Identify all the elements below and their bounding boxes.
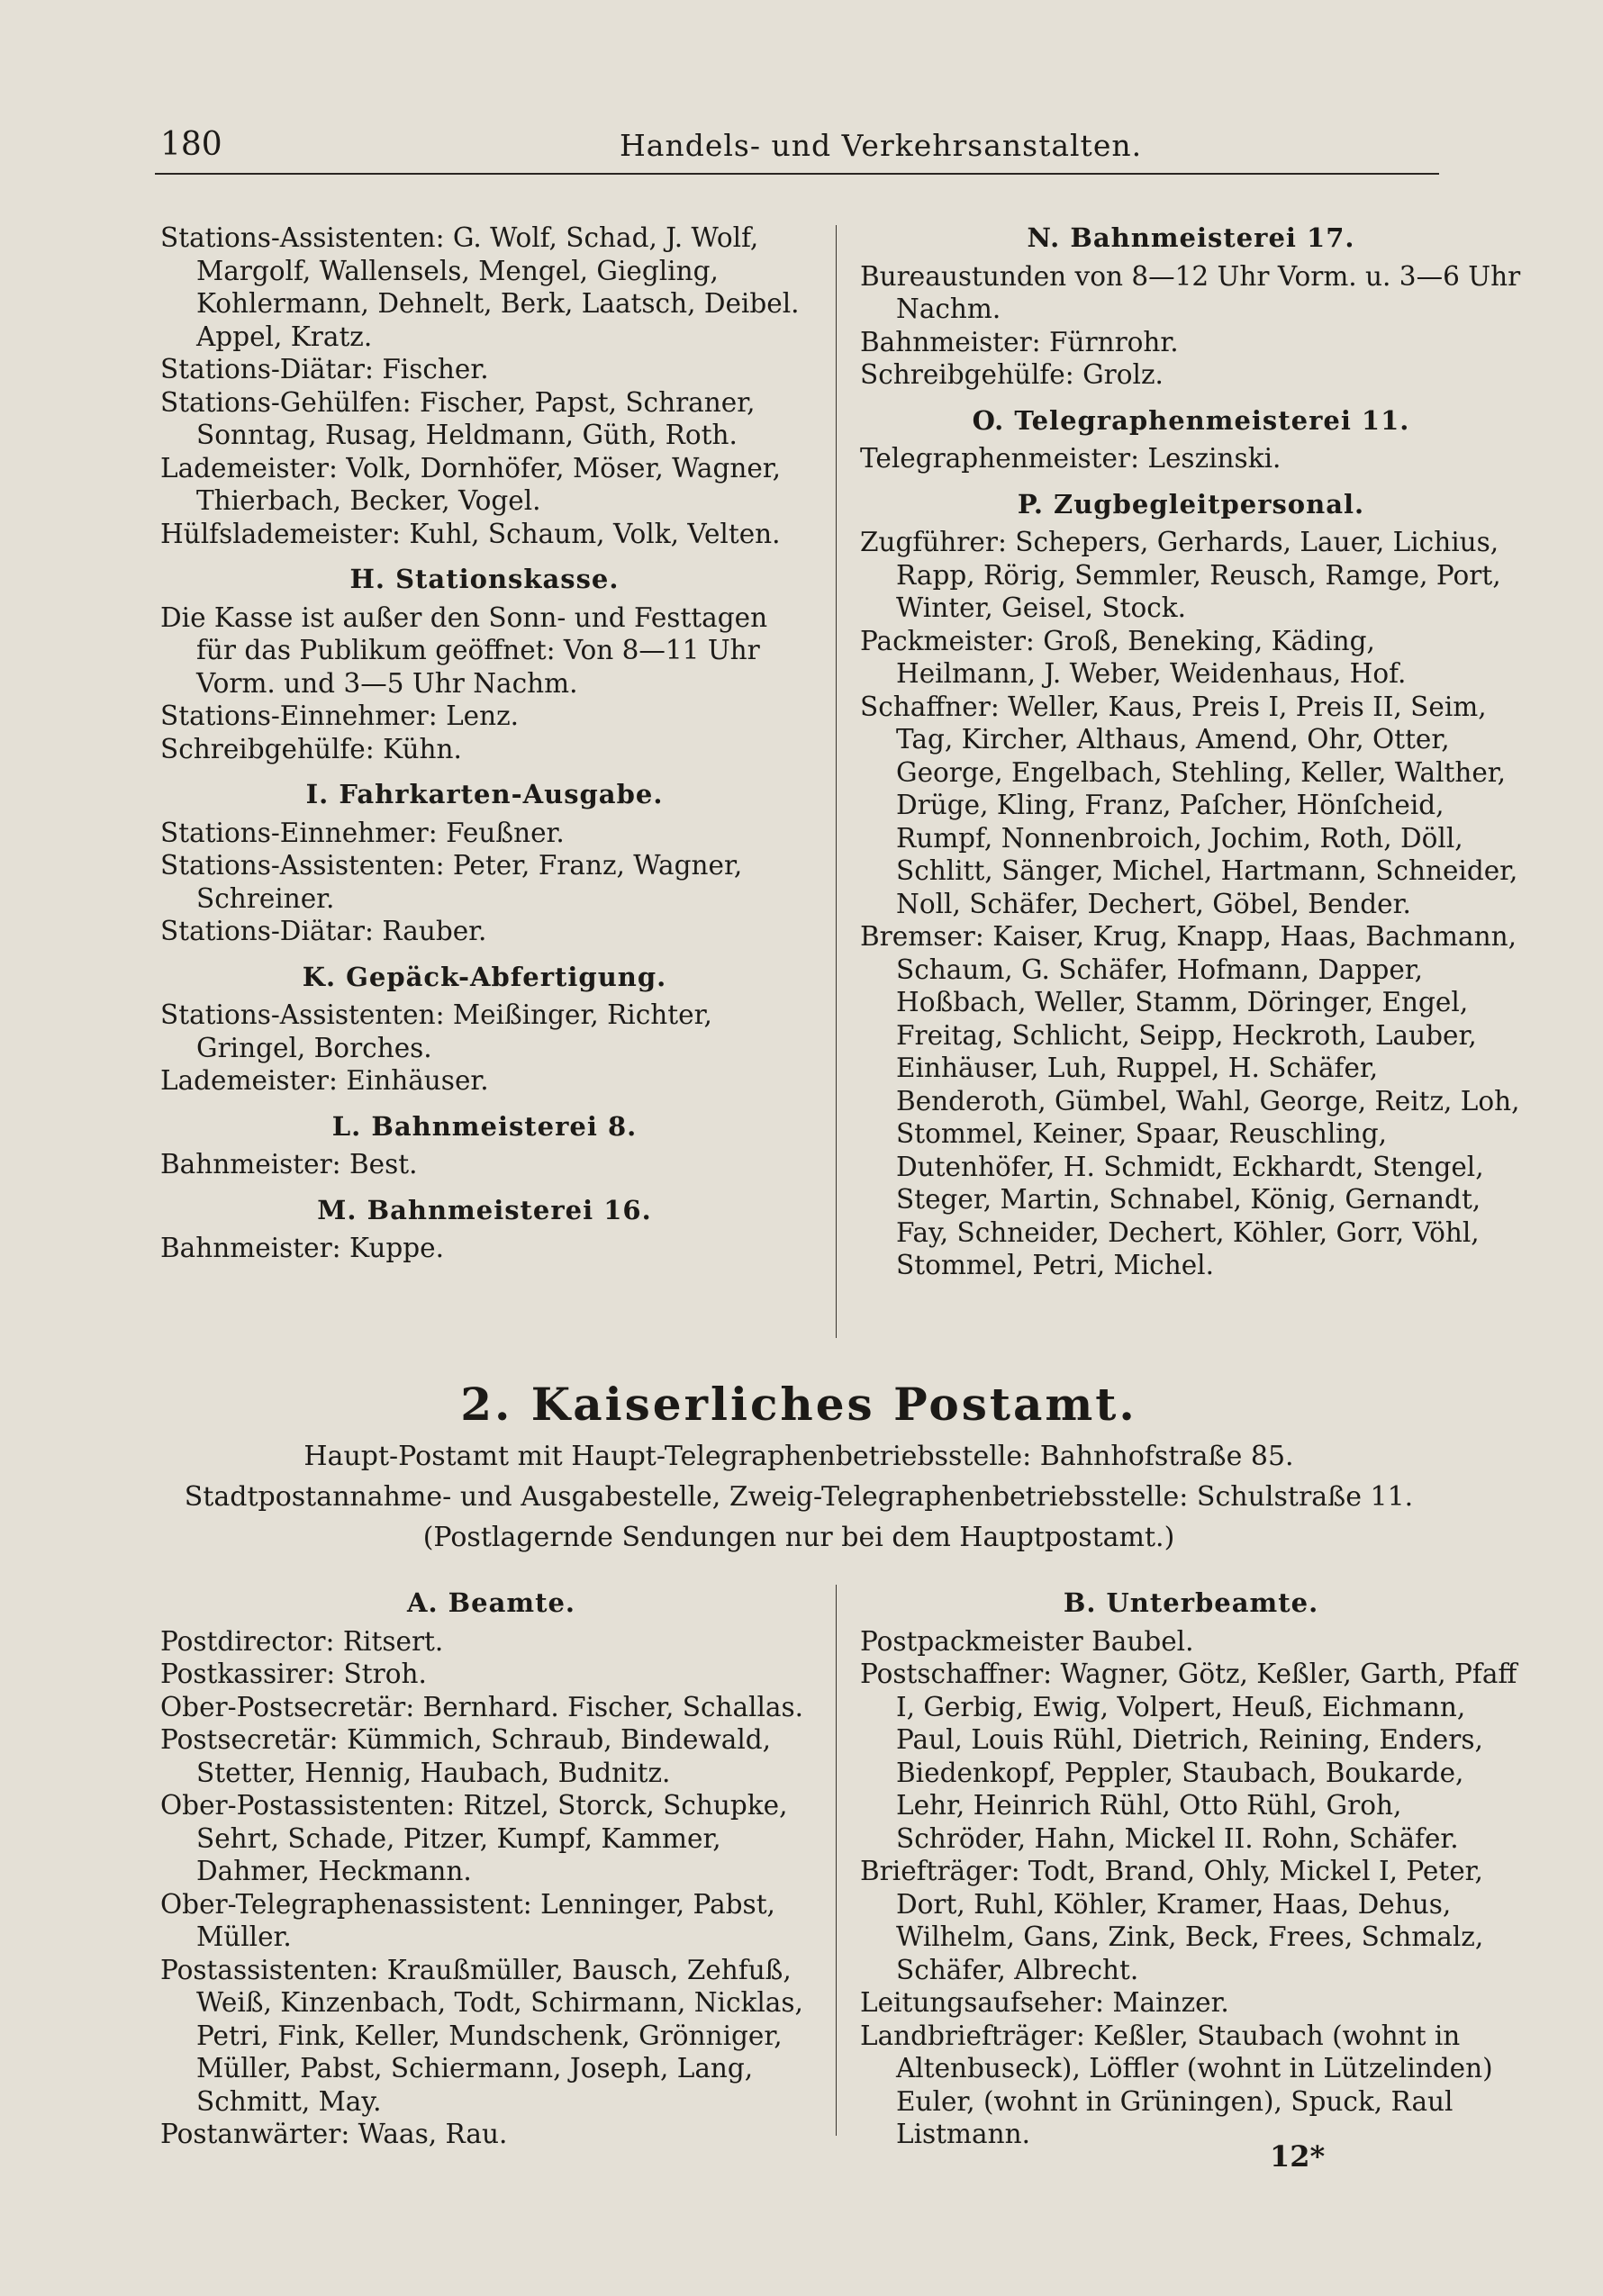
directory-entry: Schreibgehülfe: Grolz. <box>860 359 1164 390</box>
left-column-top <box>160 221 809 1265</box>
directory-entry: Bahnmeister: Kuppe. <box>160 1233 444 1263</box>
directory-entry: Bahnmeister: Best. <box>160 1149 418 1180</box>
column-divider-top <box>836 225 837 1338</box>
directory-entry: Lademeister: Volk, Dornhöfer, Möser, Wagner, Thierbach, Becker, Vogel. <box>160 452 782 516</box>
directory-entry: Zugführer: Schepers, Gerhards, Lauer, Lichius, Rapp, Rörig, Semmler, Reusch, Ramge, Port, Winter, Geisel, Stock. <box>860 527 1501 623</box>
section-heading: I. Fahrkarten-Ausgabe. <box>305 779 664 809</box>
directory-entry: Packmeister: Groß, Beneking, Käding, Heilmann, J. Weber, Weidenhaus, Hof. <box>860 625 1407 689</box>
running-head: Handels- und Verkehrsanstalten. <box>620 128 1143 163</box>
directory-entry: Postdirector: Ritsert. <box>160 1625 444 1657</box>
section-heading: N. Bahnmeisterei 17. <box>1027 222 1355 253</box>
directory-entry: Postassistenten: Kraußmüller, Bausch, Zehfuß, Weiß, Kinzenbach, Todt, Schirmann, Nicklas, Petri, Fink, Keller, Mundschenk, Grönniger, Müller, Pabst, Schiermann, Joseph, Lang, Schmitt, May. <box>160 1954 803 2117</box>
page-header <box>160 126 1437 166</box>
section-title: 2. Kaiserliches Postamt. <box>460 1378 1137 1431</box>
column-divider-bottom <box>836 1585 837 2136</box>
directory-entry: Stations-Einnehmer: Lenz. <box>160 701 520 731</box>
directory-entry: Die Kasse ist außer den Sonn- und Festtagen für das Publikum geöffnet: Von 8—11 Uhr Vorm. und 3—5 Uhr Nachm. <box>160 601 768 699</box>
left-column-bottom <box>160 1586 822 2151</box>
directory-entry: Schaffner: Weller, Kaus, Preis I, Preis II, Seim, Tag, Kircher, Althaus, Amend, Ohr, Otter, George, Engelbach, Stehling, Keller, Walther, Drüge, Kling, Franz, Paſcher, Hönſcheid, Rumpf, Nonnenbroich, Jochim, Roth, Döll, Schlitt, Sänger, Michel, Hartmann, Schneider, Noll, Schäfer, Dechert, Göbel, Bender. <box>860 691 1518 919</box>
directory-entry: Stations-Diätar: Fischer. <box>160 354 489 384</box>
directory-entry: Bureaustunden von 8—12 Uhr Vorm. u. 3—6 Uhr Nachm. <box>860 260 1521 324</box>
section-heading: A. Beamte. <box>406 1587 576 1618</box>
directory-entry: Postanwärter: Waas, Rau. <box>160 2119 508 2149</box>
page-number: 180 <box>160 126 222 163</box>
directory-entry: Stations-Einnehmer: Feußner. <box>160 817 565 848</box>
directory-entry: Briefträger: Todt, Brand, Ohly, Mickel I, Peter, Dort, Ruhl, Köhler, Kramer, Haas, Dehus, Wilhelm, Gans, Zink, Beck, Frees, Schmalz, Schäfer, Albrecht. <box>860 1856 1484 1985</box>
directory-entry: Stations-Assistenten: Meißinger, Richter, Gringel, Borches. <box>160 999 712 1063</box>
section-heading: H. Stationskasse. <box>349 564 620 594</box>
directory-entry: Postsecretär: Kümmich, Schraub, Bindewald, Stetter, Hennig, Haubach, Budnitz. <box>160 1724 772 1788</box>
directory-entry: Postpackmeister Baubel. <box>860 1625 1194 1657</box>
directory-entry: Leitungsaufseher: Mainzer. <box>860 1987 1229 2018</box>
right-column-bottom <box>860 1586 1522 2151</box>
address-line-2: Stadtpostannahme- und Ausgabestelle, Zweig-Telegraphenbetriebsstelle: Schulstraße 11. <box>184 1481 1414 1513</box>
section-heading: O. Telegraphenmeisterei 11. <box>972 404 1410 436</box>
section-heading: L. Bahnmeisterei 8. <box>331 1110 638 1142</box>
address-note: (Postlagernde Sendungen nur bei dem Hauptpostamt.) <box>422 1522 1175 1553</box>
directory-entry: Stations-Assistenten: G. Wolf, Schad, J. Wolf, Margolf, Wallensels, Mengel, Giegling, Kohlermann, Dehnelt, Berk, Laatsch, Deibel. Appel, Kratz. <box>160 222 800 352</box>
directory-entry: Hülfslademeister: Kuhl, Schaum, Volk, Velten. <box>160 518 781 549</box>
directory-entry: Bahnmeister: Fürnrohr. <box>860 326 1179 357</box>
signature-mark: 12* <box>1270 2139 1326 2174</box>
directory-entry: Lademeister: Einhäuser. <box>160 1065 489 1096</box>
section-heading: P. Zugbegleitpersonal. <box>1017 488 1365 520</box>
section-heading: B. Unterbeamte. <box>1063 1587 1319 1618</box>
directory-entry: Postschaffner: Wagner, Götz, Keßler, Garth, Pfaff I, Gerbig, Ewig, Volpert, Heuß, Eichmann, Paul, Louis Rühl, Dietrich, Reining, Enders, Biedenkopf, Peppler, Staubach, Boukarde, Lehr, Heinrich Rühl, Otto Rühl, Groh, Schröder, Hahn, Mickel II. Rohn, Schäfer. <box>860 1659 1517 1854</box>
directory-entry: Bremser: Kaiser, Krug, Knapp, Haas, Bachmann, Schaum, G. Schäfer, Hofmann, Dapper, Hoßbach, Weller, Stamm, Döringer, Engel, Freitag, Schlicht, Seipp, Heckroth, Lauber, Einhäuser, Luh, Ruppel, H. Schäfer, Benderoth, Gümbel, Wahl, George, Reitz, Loh, Stommel, Keiner, Spaar, Reuschling, Dutenhöfer, H. Schmidt, Eckhardt, Stengel, Steger, Martin, Schnabel, König, Gernandt, Fay, Schneider, Dechert, Köhler, Gorr, Vöhl, Stommel, Petri, Michel. <box>860 921 1520 1280</box>
directory-entry: Stations-Diätar: Rauber. <box>160 916 487 946</box>
right-column-top <box>860 221 1522 1282</box>
directory-entry: Stations-Gehülfen: Fischer, Papst, Schraner, Sonntag, Rusag, Heldmann, Güth, Roth. <box>160 386 756 450</box>
section-heading: K. Gepäck-Abfertigung. <box>302 961 667 992</box>
section-heading: M. Bahnmeisterei 16. <box>317 1194 652 1225</box>
directory-entry: Landbriefträger: Keßler, Staubach (wohnt in Altenbuseck), Löffler (wohnt in Lützelinden) Euler, (wohnt in Grüningen), Spuck, Raul Listmann. <box>860 2020 1493 2149</box>
directory-entry: Schreibgehülfe: Kühn. <box>160 733 462 764</box>
directory-entry: Postkassirer: Stroh. <box>160 1659 427 1689</box>
directory-entry: Ober-Postassistenten: Ritzel, Storck, Schupke, Sehrt, Schade, Pitzer, Kumpf, Kammer, Dahmer, Heckmann. <box>160 1790 788 1886</box>
address-line-1: Haupt-Postamt mit Haupt-Telegraphenbetriebsstelle: Bahnhofstraße 85. <box>303 1441 1294 1472</box>
directory-entry: Stations-Assistenten: Peter, Franz, Wagner, Schreiner. <box>160 850 743 914</box>
header-rule <box>155 173 1439 175</box>
directory-entry: Telegraphenmeister: Leszinski. <box>860 443 1281 474</box>
directory-entry: Ober-Postsecretär: Bernhard. Fischer, Schallas. <box>160 1691 804 1722</box>
directory-entry: Ober-Telegraphenassistent: Lenninger, Pabst, Müller. <box>160 1888 775 1952</box>
